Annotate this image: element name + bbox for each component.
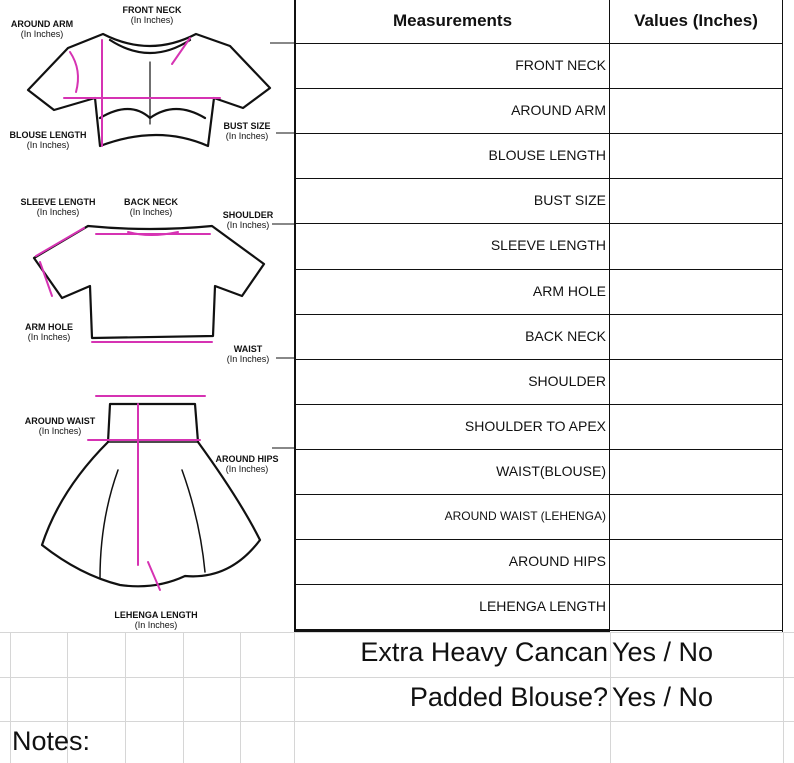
label-back-neck: BACK NECK bbox=[124, 197, 178, 207]
measurement-label: LEHENGA LENGTH bbox=[479, 598, 606, 614]
label-around-hips: AROUND HIPS bbox=[215, 454, 279, 464]
label-around-arm: AROUND ARM bbox=[10, 19, 74, 29]
measurement-value-cell[interactable] bbox=[610, 540, 782, 584]
measurement-value-cell[interactable] bbox=[610, 44, 782, 88]
measurement-label: SHOULDER TO APEX bbox=[464, 418, 606, 434]
measurement-label: AROUND HIPS bbox=[508, 553, 606, 569]
unit-bust-size: (In Inches) bbox=[225, 131, 269, 141]
measurement-diagrams bbox=[0, 0, 294, 632]
label-front-neck: FRONT NECK bbox=[122, 5, 182, 15]
unit-around-waist: (In Inches) bbox=[38, 426, 82, 436]
unit-waist: (In Inches) bbox=[226, 354, 270, 364]
measurement-value-cell[interactable] bbox=[610, 360, 782, 404]
padded-blouse-answer[interactable]: Yes / No bbox=[612, 682, 714, 712]
label-bust-size: BUST SIZE bbox=[223, 121, 271, 131]
header-values: Values (Inches) bbox=[634, 11, 758, 30]
measurement-table bbox=[294, 0, 784, 632]
notes-label: Notes: bbox=[12, 726, 91, 756]
measurement-value-cell[interactable] bbox=[610, 270, 782, 314]
unit-blouse-length: (In Inches) bbox=[26, 140, 70, 150]
unit-front-neck: (In Inches) bbox=[130, 15, 174, 25]
extra-cancan-label: Extra Heavy Cancan bbox=[360, 637, 608, 667]
measurement-label: BACK NECK bbox=[525, 328, 606, 344]
measurement-label: SLEEVE LENGTH bbox=[490, 237, 606, 253]
label-around-waist: AROUND WAIST bbox=[24, 416, 96, 426]
measurement-label: BLOUSE LENGTH bbox=[488, 147, 606, 163]
measurement-label: AROUND ARM bbox=[511, 102, 606, 118]
label-shoulder: SHOULDER bbox=[222, 210, 274, 220]
measurement-value-cell[interactable] bbox=[610, 450, 782, 494]
label-sleeve-length: SLEEVE LENGTH bbox=[20, 197, 96, 207]
measurement-value-cell[interactable] bbox=[610, 134, 782, 178]
label-waist: WAIST bbox=[233, 344, 263, 354]
unit-around-hips: (In Inches) bbox=[225, 464, 269, 474]
measurement-label: FRONT NECK bbox=[515, 57, 606, 73]
garment-illustrations bbox=[0, 0, 294, 632]
unit-shoulder: (In Inches) bbox=[226, 220, 270, 230]
measurement-label: SHOULDER bbox=[528, 373, 606, 389]
label-lehenga-length: LEHENGA LENGTH bbox=[114, 610, 198, 620]
padded-blouse-label: Padded Blouse? bbox=[409, 682, 608, 712]
label-arm-hole: ARM HOLE bbox=[25, 322, 73, 332]
measurement-value-cell[interactable] bbox=[610, 179, 782, 223]
unit-sleeve-length: (In Inches) bbox=[36, 207, 80, 217]
unit-lehenga-length: (In Inches) bbox=[134, 620, 178, 630]
measurement-label: BUST SIZE bbox=[533, 192, 606, 208]
label-blouse-length: BLOUSE LENGTH bbox=[9, 130, 87, 140]
measurement-value-cell[interactable] bbox=[610, 89, 782, 133]
measurement-value-cell[interactable] bbox=[610, 585, 782, 629]
measurement-label: ARM HOLE bbox=[532, 283, 606, 299]
unit-back-neck: (In Inches) bbox=[129, 207, 173, 217]
measurement-value-cell[interactable] bbox=[610, 495, 782, 539]
measurement-value-cell[interactable] bbox=[610, 224, 782, 268]
measurement-value-cell[interactable] bbox=[610, 405, 782, 449]
unit-arm-hole: (In Inches) bbox=[27, 332, 71, 342]
extra-cancan-answer[interactable]: Yes / No bbox=[612, 637, 714, 667]
measurement-label: AROUND WAIST (LEHENGA) bbox=[444, 509, 606, 523]
measurement-value-cell[interactable] bbox=[610, 315, 782, 359]
header-measurements: Measurements bbox=[392, 11, 513, 30]
unit-around-arm: (In Inches) bbox=[20, 29, 64, 39]
measurement-label: WAIST(BLOUSE) bbox=[496, 463, 606, 479]
